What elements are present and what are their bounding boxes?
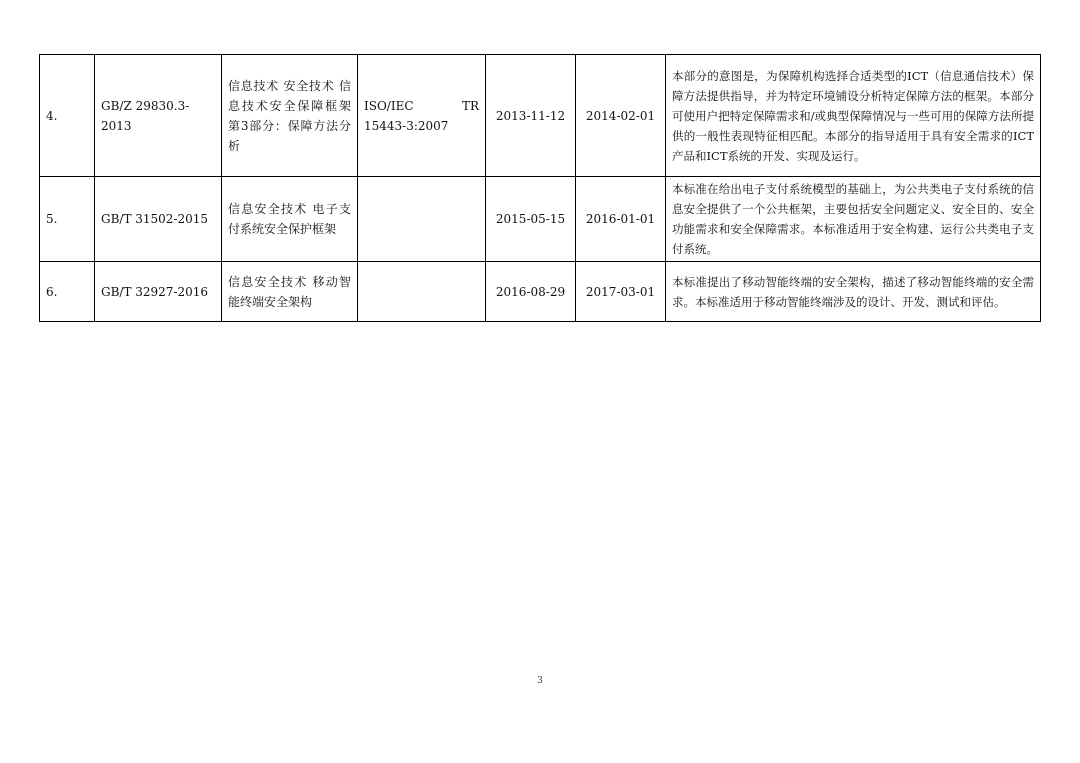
standard-code: GB/T 32927-2016 bbox=[95, 262, 222, 322]
international-standard: ISO/IEC TR 15443-3:2007 bbox=[358, 55, 486, 177]
publish-date: 2015-05-15 bbox=[486, 177, 576, 262]
implement-date: 2017-03-01 bbox=[576, 262, 666, 322]
implement-date: 2016-01-01 bbox=[576, 177, 666, 262]
publish-date: 2016-08-29 bbox=[486, 262, 576, 322]
standard-title: 信息安全技术 移动智能终端安全架构 bbox=[222, 262, 358, 322]
international-standard bbox=[358, 262, 486, 322]
standard-title: 信息技术 安全技术 信息技术安全保障框架 第3部分：保障方法分析 bbox=[222, 55, 358, 177]
standard-title: 信息安全技术 电子支付系统安全保护框架 bbox=[222, 177, 358, 262]
table-row bbox=[40, 262, 1041, 322]
scope-description: 本标准提出了移动智能终端的安全架构，描述了移动智能终端的安全需求。本标准适用于移动智能终端涉及的设计、开发、测试和评估。 bbox=[666, 262, 1041, 322]
standards-table bbox=[39, 54, 1041, 322]
implement-date: 2014-02-01 bbox=[576, 55, 666, 177]
row-number: 6. bbox=[40, 262, 95, 322]
standard-code: GB/T 31502-2015 bbox=[95, 177, 222, 262]
table-row bbox=[40, 177, 1041, 262]
row-number: 4. bbox=[40, 55, 95, 177]
table-row bbox=[40, 55, 1041, 177]
standard-code: GB/Z 29830.3-2013 bbox=[95, 55, 222, 177]
international-standard bbox=[358, 177, 486, 262]
publish-date: 2013-11-12 bbox=[486, 55, 576, 177]
scope-description: 本标准在给出电子支付系统模型的基础上，为公共类电子支付系统的信息安全提供了一个公共框架，主要包括安全问题定义、安全目的、安全功能需求和安全保障需求。本标准适用于安全构建、运行公共类电子支付系统。 bbox=[666, 177, 1041, 262]
scope-description: 本部分的意图是，为保障机构选择合适类型的ICT（信息通信技术）保障方法提供指导，并为特定环境铺设分析特定保障方法的框架。本部分可使用户把特定保障需求和/或典型保障情况与一些可用的保障方法所提供的一般性表现特征相匹配。本部分的指导适用于具有安全需求的ICT产品和ICT系统的开发、实现及运行。 bbox=[666, 55, 1041, 177]
row-number: 5. bbox=[40, 177, 95, 262]
page-number: 3 bbox=[537, 676, 543, 686]
